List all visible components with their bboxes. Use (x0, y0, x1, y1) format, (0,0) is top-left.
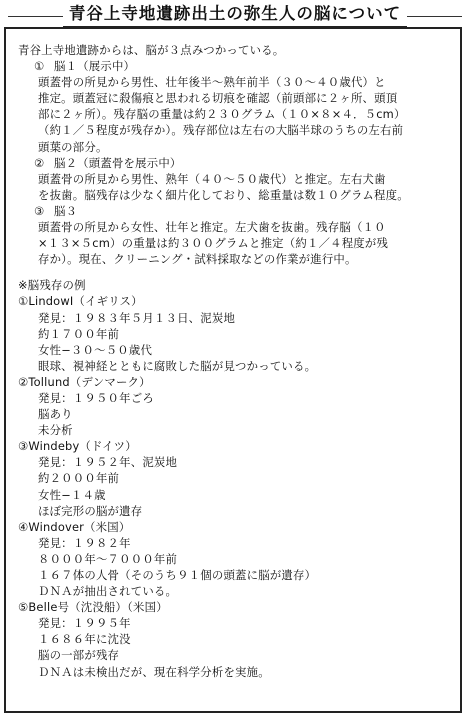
brain-description-line: 頭葉の部分。 (38, 139, 108, 154)
document-title: 青谷上寺地遺跡出土の弥生人の脳について (63, 0, 407, 28)
example-detail-line: １６７体の人骨（そのうち９１個の頭蓋に脳が遺存） (38, 568, 317, 582)
brain-description-line: 存か）。現在、クリーニング・試料採取などの作業が進行中。 (38, 252, 357, 267)
brain-description-line: 頭蓋骨の所見から男性、熟年（４０～５０歳代）と推定。左右犬歯 (38, 171, 386, 186)
example-detail-line: ＤＮＡは未検出だが、現在科学分析を実施。 (38, 664, 270, 679)
examples-heading: ※脳残存の例 (18, 278, 86, 293)
brain-heading (18, 58, 450, 74)
example-heading (18, 374, 450, 390)
example-detail-line: 約２０００年前 (38, 471, 120, 486)
brain-description-line: を抜歯。脳残存は少なく細片化しており、総重量は数１０グラム程度。 (38, 187, 409, 202)
brain-description-line: 推定。頭蓋冠に殺傷痕と思われる切痕を確認（前頭部に２ヶ所、頭頂 (38, 91, 398, 106)
example-detail-line: 発見：１９５２年、泥炭地 (38, 455, 178, 470)
example-heading (18, 293, 450, 309)
example-heading (18, 519, 450, 535)
example-name: Belle号（沈没船）（米国） (28, 600, 168, 615)
example-detail-line: ＤＮＡが抽出されている。 (38, 584, 178, 599)
example-detail-line: 発見：１９９５年 (38, 616, 131, 631)
example-number: ① (18, 294, 29, 309)
example-detail-line: 脳あり (38, 407, 73, 422)
example-list (18, 293, 450, 679)
brain-number: ② (34, 155, 45, 170)
example-number: ② (18, 374, 29, 389)
example-detail-line: ８０００年～７０００年前 (38, 551, 178, 566)
brain-description-line: 部に２ヶ所）。残存脳の重量は約２３０グラム（１０×８×４．５cm） (38, 107, 406, 122)
title-bar (8, 2, 462, 26)
example-detail-line: 脳の一部が残存 (38, 648, 120, 663)
example-name: LindowⅠ（イギリス） (28, 294, 143, 309)
example-name: Tollund（デンマーク） (28, 374, 151, 389)
example-detail-line: 未分析 (38, 423, 73, 438)
brain-number: ① (34, 59, 45, 74)
example-detail-line: ほぼ完形の脳が遺存 (38, 503, 143, 518)
brain-description-line: ×１３×５cm）の重量は約３００グラムと推定（約１／４程度が残 (38, 236, 389, 251)
example-heading (18, 599, 450, 615)
example-detail-line: 発見：１９８３年５月１３日、泥炭地 (38, 310, 236, 325)
document-body (18, 42, 450, 680)
brain-number: ③ (34, 203, 45, 218)
brain-heading (18, 203, 450, 219)
brain-heading-label: 脳３ (54, 203, 78, 218)
example-heading (18, 438, 450, 454)
brain-heading (18, 155, 450, 171)
example-detail-line: 女性−１４歳 (38, 487, 106, 502)
example-detail-line: 発見：１９８２年 (38, 535, 131, 550)
example-detail-line: 発見：１９５０年ごろ (38, 390, 154, 405)
brain-heading-label: 脳２（頭蓋骨を展示中） (54, 155, 182, 170)
brain-list (18, 58, 450, 267)
example-number: ④ (18, 519, 29, 534)
example-detail-line: 約１７００年前 (38, 326, 120, 341)
example-name: Windover（米国） (28, 519, 131, 534)
example-number: ③ (18, 439, 29, 454)
example-number: ⑤ (18, 600, 29, 615)
brain-description-line: （約１／５程度が残存か）。残存部位は左右の大脳半球のうちの左右前 (38, 123, 404, 138)
brain-description-line: 頭蓋骨の所見から男性、壮年後半～熟年前半（３０～４０歳代）と (38, 75, 386, 90)
example-detail-line: 眼球、視神経とともに腐敗した脳が見つかっている。 (38, 358, 317, 373)
example-name: Windeby（ドイツ） (28, 439, 137, 454)
intro-text: 青谷上寺地遺跡からは、脳が３点みつかっている。 (18, 43, 285, 57)
example-detail-line: １６８６年に沈没 (38, 632, 131, 647)
brain-heading-label: 脳１（展示中） (54, 59, 136, 74)
brain-description-line: 頭蓋骨の所見から女性、壮年と推定。左犬歯を抜歯。残存脳（１０ (38, 220, 386, 235)
example-detail-line: 女性−３０～５０歳代 (38, 342, 153, 357)
